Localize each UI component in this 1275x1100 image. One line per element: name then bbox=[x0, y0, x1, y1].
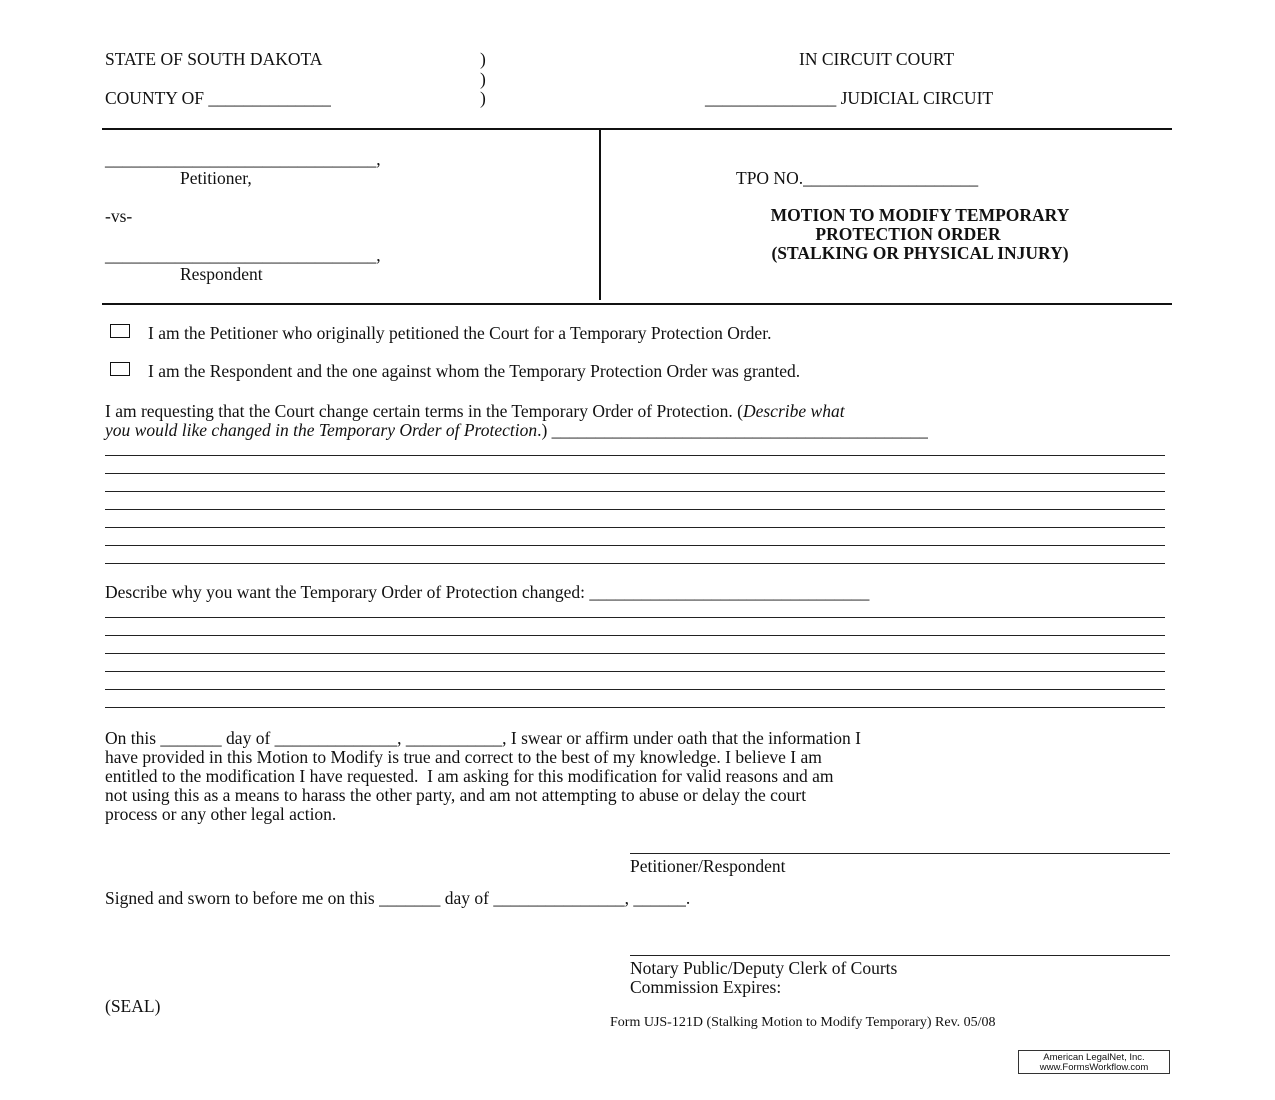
signer-signature-line[interactable] bbox=[630, 853, 1170, 854]
commission-label: Commission Expires: bbox=[630, 977, 782, 997]
reason-answer-line[interactable] bbox=[105, 671, 1165, 672]
oath-line: process or any other legal action. bbox=[105, 804, 337, 824]
petitioner-checkbox[interactable] bbox=[110, 324, 130, 338]
request-text: I am requesting that the Court change certain terms in the Temporary Order of Protection. ( bbox=[105, 401, 743, 421]
form-title-line1: MOTION TO MODIFY TEMPORARY bbox=[770, 205, 1070, 225]
caption-bottom-rule bbox=[102, 303, 1172, 305]
request-line1 bbox=[105, 403, 845, 421]
form-identifier: Form UJS-121D (Stalking Motion to Modify Temporary) Rev. 05/08 bbox=[610, 1015, 996, 1030]
respondent-name-field[interactable]: _______________________________, bbox=[105, 245, 381, 265]
sworn-statement: Signed and sworn to before me on this _______ day of _______________, ______. bbox=[105, 888, 691, 908]
request-answer-line[interactable] bbox=[105, 491, 1165, 492]
reason-answer-line[interactable] bbox=[105, 635, 1165, 636]
reason-answer-line[interactable] bbox=[105, 707, 1165, 708]
request-blank[interactable]: .) ___________________________________________ bbox=[537, 420, 928, 440]
request-answer-line[interactable] bbox=[105, 509, 1165, 510]
respondent-checkbox[interactable] bbox=[110, 362, 130, 376]
request-answer-line[interactable] bbox=[105, 473, 1165, 474]
versus-label: -vs- bbox=[105, 206, 133, 226]
publisher-badge bbox=[1018, 1050, 1170, 1074]
request-answer-line[interactable] bbox=[105, 527, 1165, 528]
caption-top-rule bbox=[102, 128, 1172, 130]
reason-answer-line[interactable] bbox=[105, 617, 1165, 618]
caption-divider bbox=[599, 130, 601, 300]
request-italic-hint: you would like changed in the Temporary Order of Protection bbox=[105, 420, 538, 440]
notary-signature-line[interactable] bbox=[630, 955, 1170, 956]
state-label: STATE OF SOUTH DAKOTA bbox=[105, 49, 323, 69]
bracket-paren: ) bbox=[480, 49, 486, 69]
form-title-line3: (STALKING OR PHYSICAL INJURY) bbox=[771, 243, 1069, 263]
request-answer-line[interactable] bbox=[105, 563, 1165, 564]
petitioner-name-field[interactable]: _______________________________, bbox=[105, 149, 381, 169]
bracket-paren: ) bbox=[480, 88, 486, 108]
signer-label: Petitioner/Respondent bbox=[630, 856, 786, 876]
notary-label: Notary Public/Deputy Clerk of Courts bbox=[630, 958, 898, 978]
petitioner-option-text: I am the Petitioner who originally petitioned the Court for a Temporary Protection Order. bbox=[148, 323, 772, 343]
tpo-number-field[interactable]: TPO NO.____________________ bbox=[736, 168, 979, 188]
publisher-name: American LegalNet, Inc. bbox=[1043, 1052, 1145, 1063]
request-answer-line[interactable] bbox=[105, 455, 1165, 456]
oath-line: entitled to the modification I have requested. I am asking for this modification for valid reasons and am bbox=[105, 766, 834, 786]
respondent-option-text: I am the Respondent and the one against whom the Temporary Protection Order was granted. bbox=[148, 361, 801, 381]
bracket-paren: ) bbox=[480, 69, 486, 89]
court-label: IN CIRCUIT COURT bbox=[799, 49, 955, 69]
request-italic-hint: Describe what bbox=[742, 401, 845, 421]
circuit-label: _______________ JUDICIAL CIRCUIT bbox=[705, 88, 994, 108]
reason-prompt[interactable]: Describe why you want the Temporary Order of Protection changed: ________________________________ bbox=[105, 582, 870, 602]
county-label: COUNTY OF ______________ bbox=[105, 88, 331, 108]
oath-line: On this _______ day of ______________, ___________, I swear or affirm under oath that the information I bbox=[105, 728, 861, 748]
publisher-url: www.FormsWorkflow.com bbox=[1039, 1062, 1149, 1073]
reason-answer-line[interactable] bbox=[105, 689, 1165, 690]
seal-label: (SEAL) bbox=[105, 996, 161, 1016]
respondent-label: Respondent bbox=[180, 264, 263, 284]
reason-answer-line[interactable] bbox=[105, 653, 1165, 654]
petitioner-label: Petitioner, bbox=[180, 168, 252, 188]
request-line2 bbox=[105, 422, 928, 440]
oath-line: have provided in this Motion to Modify is true and correct to the best of my knowledge. I believe I am bbox=[105, 747, 822, 767]
request-answer-line[interactable] bbox=[105, 545, 1165, 546]
form-title-line2: PROTECTION ORDER bbox=[815, 224, 1001, 244]
oath-line: not using this as a means to harass the other party, and am not attempting to abuse or delay the court bbox=[105, 785, 807, 805]
